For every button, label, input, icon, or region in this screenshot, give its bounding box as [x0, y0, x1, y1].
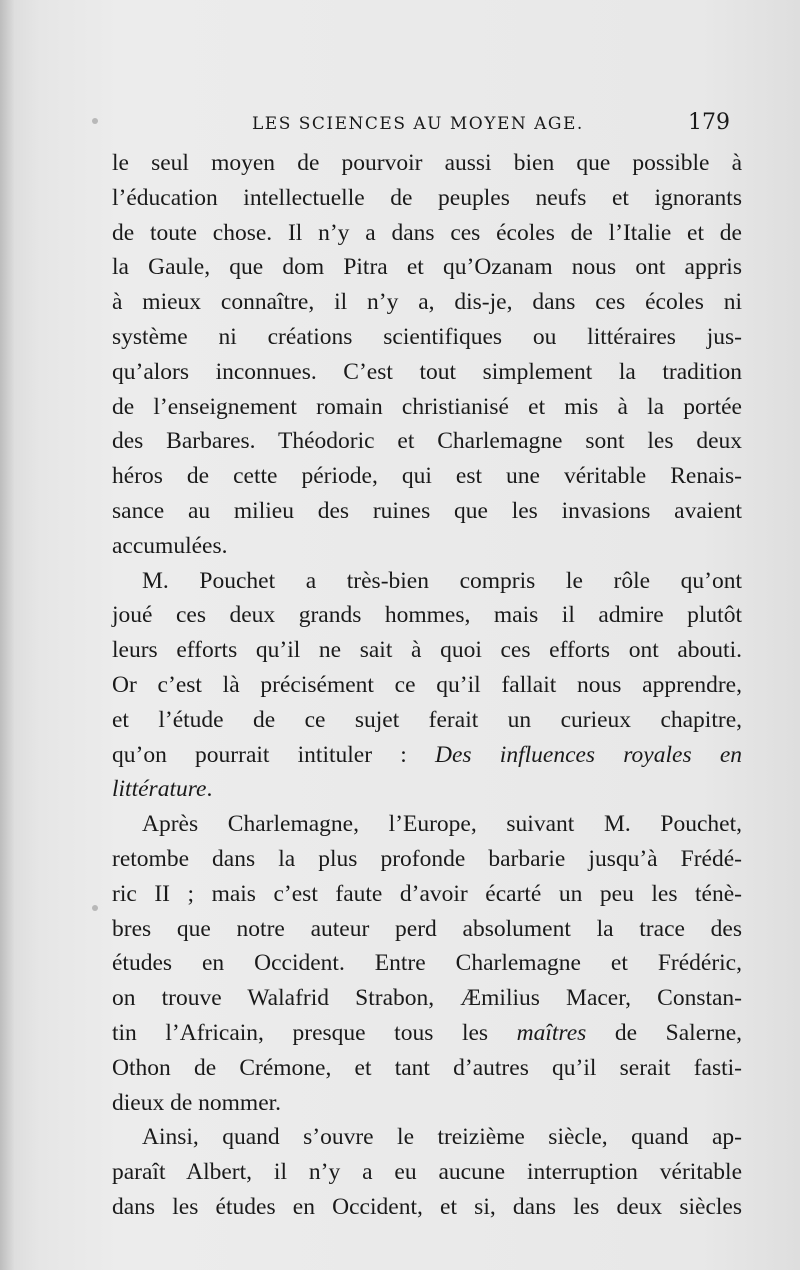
text-line: et l’étude de ce sujet ferait un curieux chapitre,	[112, 706, 742, 733]
text-line: le seul moyen de pourvoir aussi bien que possible à	[112, 150, 742, 176]
text-segment: tin l’Africain, presque tous les	[112, 1019, 489, 1046]
text-line: Après Charlemagne, l’Europe, suivant M. Pouchet,	[142, 811, 742, 838]
text-line	[112, 738, 742, 773]
text-line: héros de cette période, qui est une véritable Renais-	[112, 463, 742, 490]
text-line: qu’alors inconnues. C’est tout simplement la tradition	[112, 358, 742, 385]
text-line: leurs efforts qu’il ne sait à quoi ces efforts ont abouti.	[112, 637, 742, 664]
text-line	[112, 772, 742, 807]
text-line: à mieux connaître, il n’y a, dis-je, dans ces écoles ni	[112, 289, 742, 316]
text-line: dans les études en Occident, et si, dans les deux siècles	[112, 1193, 742, 1220]
text-segment: qu’on pourrait intituler :	[112, 741, 407, 768]
running-title: LES SCIENCES AU MOYEN AGE.	[252, 114, 584, 134]
italic-word: maîtres	[516, 1019, 587, 1046]
text-line: on trouve Walafrid Strabon, Æmilius Macer, Constan-	[112, 985, 742, 1012]
text-line: paraît Albert, il n’y a eu aucune interruption véritable	[112, 1159, 742, 1186]
text-line: Othon de Crémone, et tant d’autres qu’il serait fasti-	[112, 1054, 742, 1081]
body-text	[112, 146, 742, 1225]
text-line: accumulées.	[112, 532, 228, 559]
text-line: Or c’est là précisément ce qu’il fallait nous apprendre,	[112, 671, 742, 698]
text-line: la Gaule, que dom Pitra et qu’Ozanam nous ont appris	[112, 254, 742, 281]
text-line: M. Pouchet a très-bien compris le rôle qu’ont	[142, 567, 742, 594]
text-line: études en Occident. Entre Charlemagne et Frédéric,	[112, 950, 742, 977]
text-line: Ainsi, quand s’ouvre le treizième siècle, quand ap-	[142, 1124, 742, 1151]
text-line: sance au milieu des ruines que les invasions avaient	[112, 497, 742, 524]
text-line: l’éducation intellectuelle de peuples neufs et ignorants	[112, 184, 742, 211]
text-line: ric II ; mais c’est faute d’avoir écarté un peu les ténè-	[112, 880, 742, 907]
text-line: de toute chose. Il n’y a dans ces écoles de l’Italie et de	[112, 219, 742, 246]
text-line: système ni créations scientifiques ou littéraires jus-	[112, 323, 742, 350]
text-line: bres que notre auteur perd absolument la trace des	[112, 915, 742, 942]
text-line: joué ces deux grands hommes, mais il admire plutôt	[112, 602, 742, 629]
text-segment: .	[206, 776, 213, 803]
margin-speck	[92, 905, 98, 911]
text-line: des Barbares. Théodoric et Charlemagne sont les deux	[112, 428, 742, 455]
page-header	[112, 112, 742, 142]
page-number: 179	[688, 110, 730, 135]
page-gutter-shadow	[0, 0, 14, 1270]
text-segment: de Salerne,	[614, 1019, 743, 1046]
text-line: retombe dans la plus profonde barbarie jusqu’à Frédé-	[112, 845, 742, 872]
text-line: dieux de nommer.	[112, 1089, 282, 1116]
text-line: de l’enseignement romain christianisé et mis à la portée	[112, 393, 742, 420]
margin-speck	[92, 118, 98, 124]
text-line	[112, 1016, 742, 1051]
italic-title-segment: Des influences royales en	[435, 741, 742, 768]
italic-title-segment: littérature	[112, 776, 207, 803]
